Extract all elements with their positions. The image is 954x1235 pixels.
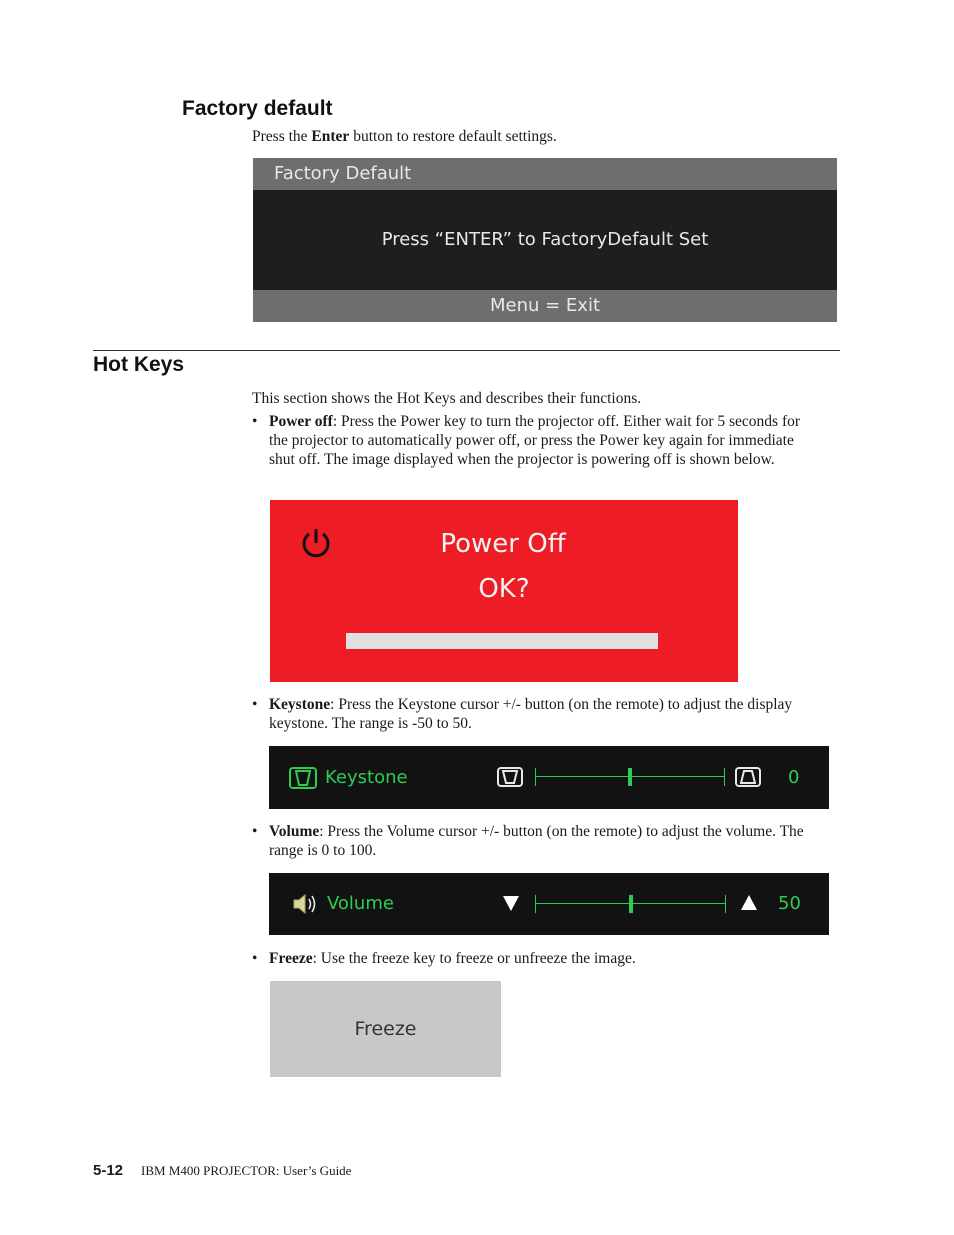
speaker-icon [291, 892, 319, 916]
keystone-slider [535, 768, 725, 786]
bullet-term: Power off [269, 413, 333, 430]
bullet-term: Freeze [269, 950, 313, 967]
keystone-increase-icon [735, 767, 761, 787]
bullet-description: : Press the Power key to turn the projector off. Either wait for 5 seconds for the projector to automatically power off, or press the Power key again for immediate shut off. The image displayed when the projector is powering off is shown below. [269, 413, 801, 468]
keystone-label: Keystone [325, 767, 408, 788]
keystone-icon [289, 767, 317, 789]
factory-intro-pre: Press the [252, 128, 312, 145]
section-heading-hot-keys: Hot Keys [93, 353, 185, 376]
volume-value: 50 [778, 893, 801, 914]
bullet-description: : Press the Keystone cursor +/- button (on the remote) to adjust the display keystone. The range is -50 to 50. [269, 696, 793, 732]
slider-thumb [628, 768, 632, 786]
slider-cap-left [535, 895, 536, 913]
power-off-osd [270, 500, 738, 682]
bullet-description: : Use the freeze key to freeze or unfreeze the image. [312, 950, 636, 967]
slider-cap-left [535, 768, 536, 786]
enter-key-term: Enter [311, 128, 350, 145]
power-off-progress-bar [346, 633, 658, 649]
keystone-decrease-icon [497, 767, 523, 787]
bullet-power-off [252, 412, 817, 469]
keystone-osd [269, 746, 829, 809]
slider-cap-right [724, 768, 725, 786]
volume-osd [269, 873, 829, 935]
keystone-value: 0 [788, 767, 800, 788]
osd-title: Factory Default [274, 163, 412, 184]
bullet-volume [252, 822, 821, 860]
bullet-marker: • [252, 950, 258, 967]
bullet-marker: • [252, 823, 258, 840]
factory-intro-post: button to restore default settings. [349, 128, 557, 145]
volume-label: Volume [327, 893, 394, 914]
bullet-keystone [252, 695, 821, 733]
page-footer [93, 1162, 351, 1180]
section-divider [93, 350, 840, 351]
bullet-freeze [252, 949, 821, 968]
bullet-marker: • [252, 413, 258, 430]
volume-up-icon [740, 894, 758, 912]
bullet-term: Volume [269, 823, 320, 840]
bullet-description: : Press the Volume cursor +/- button (on the remote) to adjust the volume. The range is 0 to 100. [269, 823, 804, 859]
osd-message: Press “ENTER” to FactoryDefault Set [381, 229, 709, 250]
osd-footer: Menu = Exit [489, 295, 601, 316]
factory-intro [252, 127, 557, 146]
hotkeys-intro: This section shows the Hot Keys and describes their functions. [252, 390, 642, 407]
page-number: 5-12 [93, 1162, 124, 1179]
osd-footer-bar [253, 290, 837, 322]
osd-title-bar [253, 158, 837, 190]
freeze-osd [270, 981, 501, 1077]
power-off-title: Power Off [440, 529, 566, 559]
freeze-label: Freeze [354, 1018, 417, 1040]
volume-slider [535, 895, 726, 913]
volume-down-icon [502, 894, 520, 912]
factory-default-osd [253, 158, 837, 322]
bullet-term: Keystone [269, 696, 331, 713]
document-title: IBM M400 PROJECTOR: User’s Guide [141, 1163, 352, 1178]
slider-cap-right [725, 895, 726, 913]
bullet-marker: • [252, 696, 258, 713]
power-off-confirm: OK? [478, 574, 530, 604]
slider-thumb [629, 895, 633, 913]
section-heading-factory-default: Factory default [182, 97, 333, 120]
